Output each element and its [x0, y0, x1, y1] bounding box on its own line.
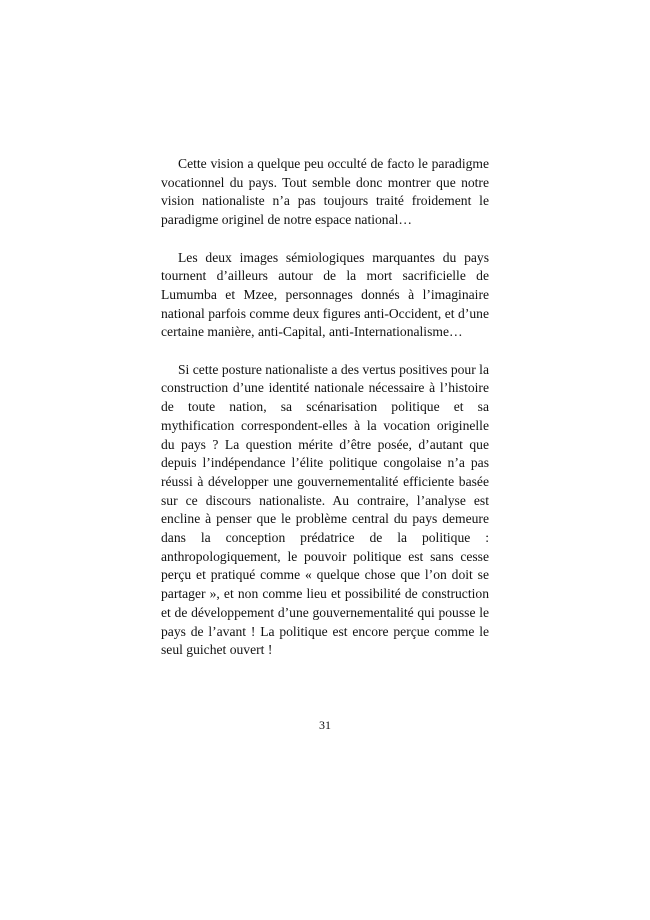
body-text [161, 155, 489, 660]
page-number: 31 [319, 718, 331, 732]
paragraph-3: Si cette posture nationaliste a des vertus positives pour la construction d’une identité nationale nécessaire à l’histoire de toute nation, sa scénarisation politique et sa mythification correspondent-elles à la vocation originelle du pays ? La question mérite d’être posée, d’autant que depuis l’indépendance l’élite politique congolaise n’a pas réussi à développer une gouvernementalité efficiente basée sur ce discours nationaliste. Au contraire, l’analyse est encline à penser que le problème central du pays demeure dans la conception prédatrice de la politique : anthropologiquement, le pouvoir politique est sans cesse perçu et pratiqué comme « quelque chose que l’on doit se partager », et non comme lieu et possibilité de construction et de développement d’une gouvernementalité qui pousse le pays de l’avant ! La politique est encore perçue comme le seul guichet ouvert ! [161, 361, 489, 658]
paragraph-2: Les deux images sémiologiques marquantes du pays tournent d’ailleurs autour de la mort sacrificielle de Lumumba et Mzee, personnages donnés à l’imaginaire national parfois comme deux figures anti-Occident, et d’une certaine manière, anti-Capital, anti-Internationalisme… [161, 249, 489, 340]
paragraph-1: Cette vision a quelque peu occulté de facto le paradigme vocationnel du pays. Tout semble donc montrer que notre vision nationaliste n’a pas toujours traité froidement le paradigme originel de notre espace national… [161, 156, 489, 228]
